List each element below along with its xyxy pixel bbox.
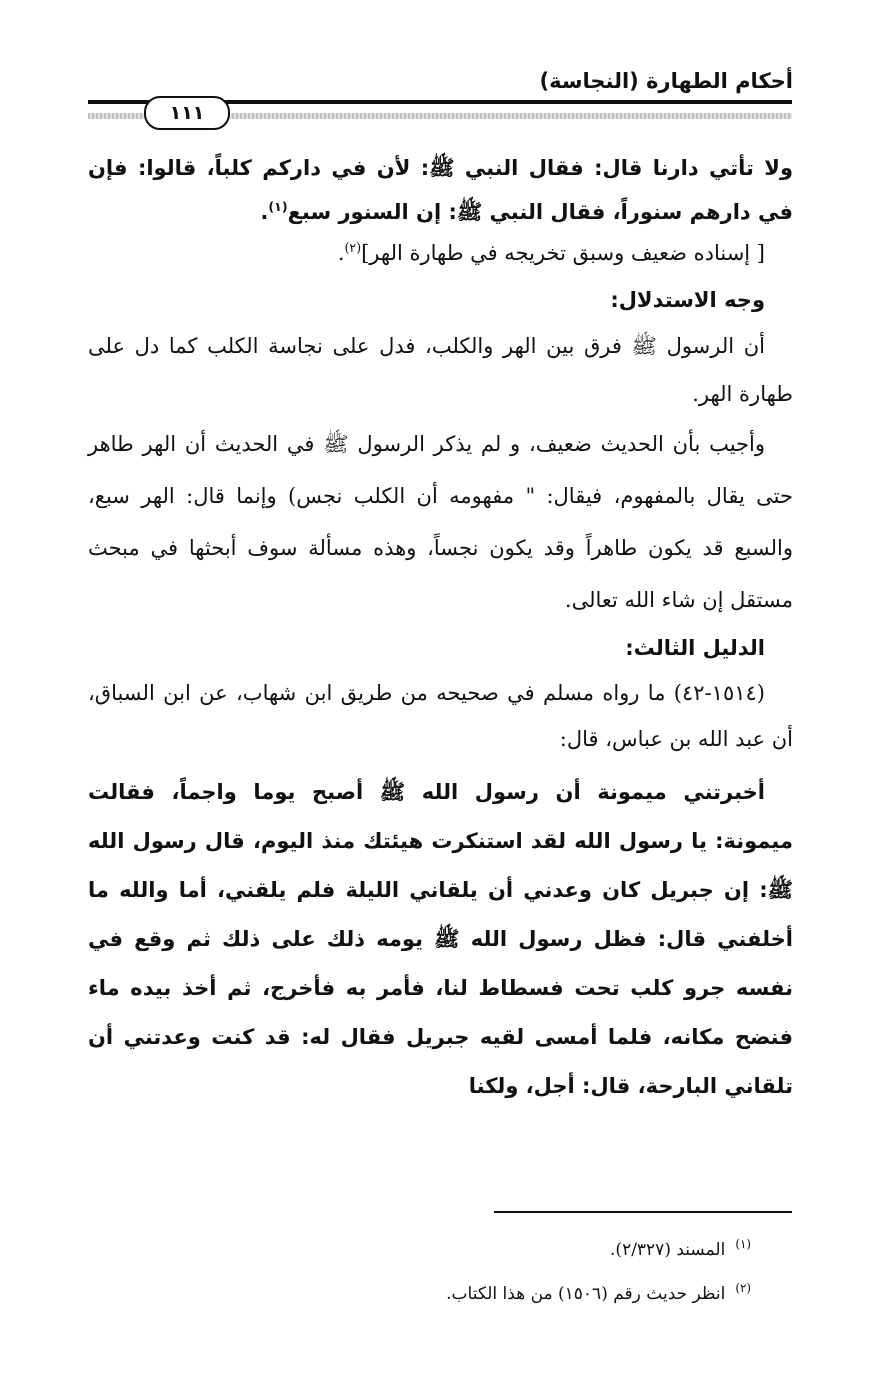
section-heading-third-evidence: الدليل الثالث: — [625, 636, 765, 660]
footnote-ref-1: (١) — [268, 199, 288, 214]
running-title: أحكام الطهارة (النجاسة) — [539, 69, 793, 93]
footnote-2-text: انظر حديث رقم (١٥٠٦) من هذا الكتاب. — [446, 1284, 726, 1304]
footnote-2 — [131, 1272, 751, 1316]
footnote-separator — [494, 1211, 792, 1213]
footnote-ref-2: (٢) — [344, 240, 362, 255]
hadith-continuation-text: ولا تأتي دارنا قال: فقال النبي ﷺ: لأن في داركم كلباً، قالوا: فإن في دارهم سنوراً، فقال النبي ﷺ: إن السنور سبع — [88, 156, 793, 224]
footnote-2-mark: (٢) — [735, 1281, 751, 1296]
footnote-1-text: المسند (٢/٣٢٧). — [610, 1240, 726, 1260]
footnote-1 — [131, 1228, 751, 1272]
isnad-note-tail: . — [337, 241, 345, 265]
hadith-text: أخبرتني ميمونة أن رسول الله ﷺ أصبح يوما واجماً، فقالت ميمونة: يا رسول الله لقد استنكرت هيئتك منذ اليوم، قال رسول الله ﷺ: إن جبريل كان وعدني أن يلقاني الليلة فلم يلقني، أما والله ما أخلفني قال: فظل رسول الله ﷺ يومه ذلك على ذلك ثم وقع في نفسه جرو كلب تحت فسطاط لنا، فأمر به فأخرج، ثم أخذ بيده ماء فنضح مكانه، فلما أمسى لقيه جبريل فقال له: قد كنت وعدتني أن تلقاني البارحة، قال: أجل، ولكنا — [88, 780, 793, 1098]
page-number: ١١١ — [144, 96, 230, 130]
footnotes — [131, 1228, 751, 1316]
hadith-continuation — [88, 146, 793, 234]
section-heading-inference: وجه الاستدلال: — [610, 288, 765, 312]
isnad-note-text: [ إسناده ضعيف وسبق تخريجه في طهارة الهر] — [361, 241, 765, 265]
hadith-continuation-tail: . — [260, 200, 269, 224]
paragraph-inference: أن الرسول ﷺ فرق بين الهر والكلب، فدل على نجاسة الكلب كما دل على طهارة الهر. — [88, 334, 793, 406]
paragraph-response: وأجيب بأن الحديث ضعيف، و لم يذكر الرسول ﷺ في الحديث أن الهر طاهر حتى يقال بالمفهوم، فيقال: " مفهومه أن الكلب نجس) وإنما قال: الهر سبع، والسبع قد يكون طاهراً وقد يكون نجساً، وهذه مسألة سوف أبحثها في مبحث مستقل إن شاء الله تعالى. — [88, 432, 793, 612]
footnote-1-mark: (١) — [735, 1237, 751, 1252]
paragraph-narration-chain: (١٥١٤-٤٢) ما رواه مسلم في صحيحه من طريق ابن شهاب، عن ابن السباق، أن عبد الله بن عباس، قال: — [88, 681, 793, 751]
isnad-note — [88, 234, 793, 272]
main-text — [88, 146, 793, 1111]
